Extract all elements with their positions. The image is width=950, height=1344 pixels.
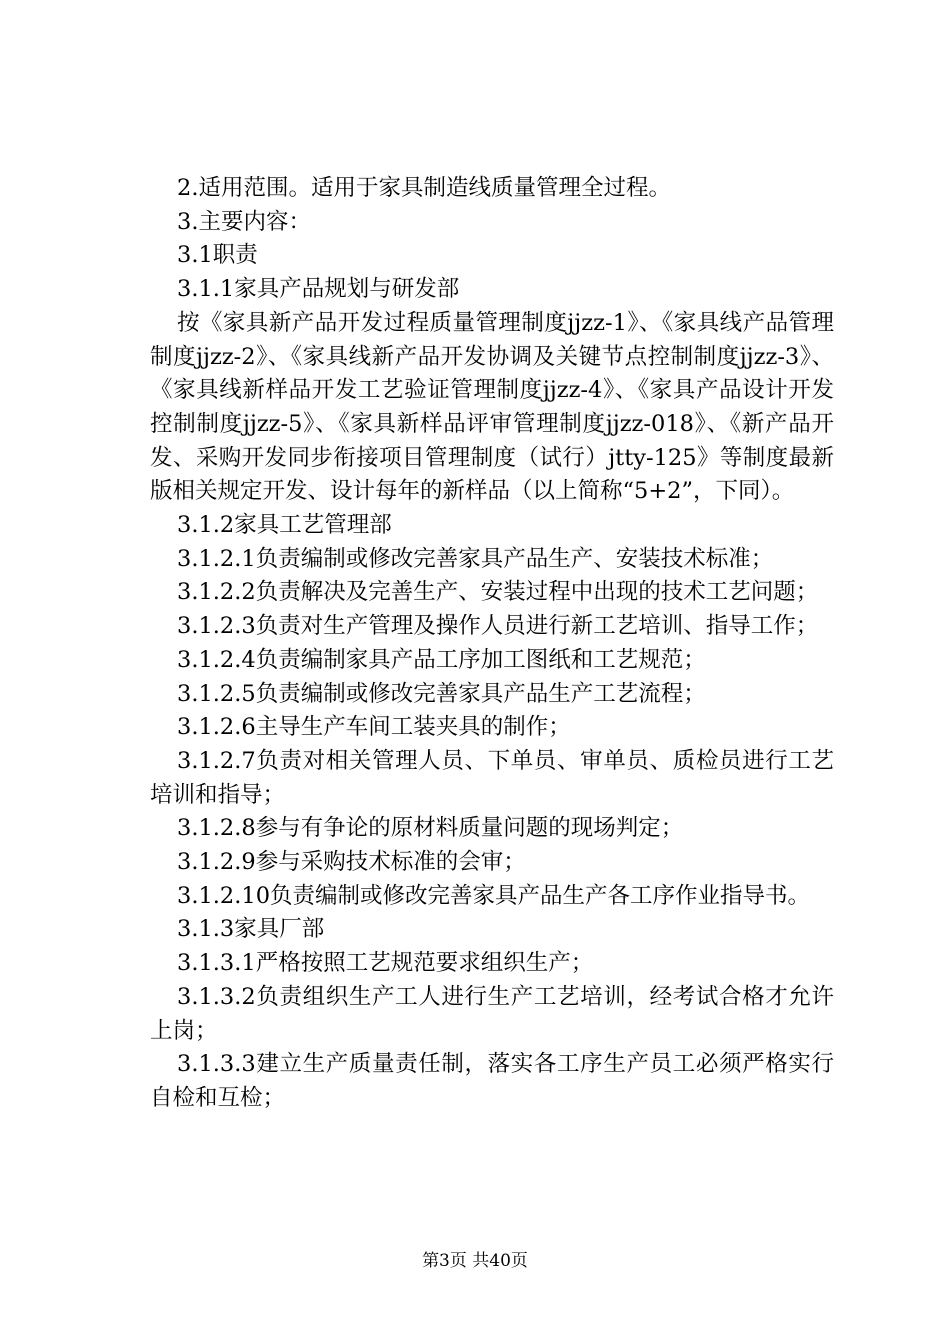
paragraph-item-3-1-3-2: 3.1.3.2负责组织生产工人进行生产工艺培训，经考试合格才允许上岗； xyxy=(150,983,834,1044)
paragraph-item-3-1-3-1: 3.1.3.1严格按照工艺规范要求组织生产； xyxy=(177,950,594,977)
paragraph-item-3-1-2-9: 3.1.2.9参与采购技术标准的会审； xyxy=(177,849,526,876)
page-number-footer: 第3页 共40页 xyxy=(422,1251,528,1271)
paragraph-item-3-1-2-5: 3.1.2.5负责编制或修改完善家具产品生产工艺流程； xyxy=(177,680,706,707)
paragraph-item-3-1-2-4: 3.1.2.4负责编制家具产品工序加工图纸和工艺规范； xyxy=(177,646,706,673)
paragraph-item-3-1-2-10: 3.1.2.10负责编制或修改完善家具产品生产各工序作业指导书。 xyxy=(177,882,811,909)
paragraph-process-dept-heading: 3.1.2家具工艺管理部 xyxy=(177,512,392,539)
paragraph-item-3-1-2-3: 3.1.2.3负责对生产管理及操作人员进行新工艺培训、指导工作； xyxy=(177,613,819,640)
paragraph-rd-dept-heading: 3.1.1家具产品规划与研发部 xyxy=(177,276,460,303)
paragraph-scope: 2.适用范围。适用于家具制造线质量管理全过程。 xyxy=(177,175,671,201)
paragraph-item-3-1-2-8: 3.1.2.8参与有争论的原材料质量问题的现场判定； xyxy=(177,815,684,842)
paragraph-responsibilities-heading: 3.1职责 xyxy=(177,242,258,269)
paragraph-item-3-1-2-2: 3.1.2.2负责解决及完善生产、安装过程中出现的技术工艺问题； xyxy=(177,579,819,606)
paragraph-item-3-1-3-3: 3.1.3.3建立生产质量责任制，落实各工序生产员工必须严格实行自检和互检； xyxy=(150,1051,834,1111)
paragraph-item-3-1-2-6: 3.1.2.6主导生产车间工装夹具的制作； xyxy=(177,714,571,741)
paragraph-factory-heading: 3.1.3家具厂部 xyxy=(177,916,325,943)
paragraph-rd-dept-body: 按《家具新产品开发过程质量管理制度jjzz-1》、《家具线产品管理制度jjzz-2》、《家具线新产品开发协调及关键节点控制制度jjzz-3》、《家具线新样品开发工艺验证管理制度jjzz-4》、《家具产品设计开发控制制度jjzz-5》、《家具新样品评审管理制度jjzz-018》、《新产品开发、采购开发同步衔接项目管理制度（试行）jtty-125》等制度最新版相关规定开发、设计每年的新样品（以上简称“5+2”，下同）。 xyxy=(150,309,834,505)
document-body xyxy=(150,172,834,1116)
paragraph-main-content-heading: 3.主要内容： xyxy=(177,208,311,235)
paragraph-item-3-1-2-1: 3.1.2.1负责编制或修改完善家具产品生产、安装技术标准； xyxy=(177,545,774,572)
paragraph-item-3-1-2-7: 3.1.2.7负责对相关管理人员、下单员、审单员、质检员进行工艺培训和指导； xyxy=(150,747,834,808)
